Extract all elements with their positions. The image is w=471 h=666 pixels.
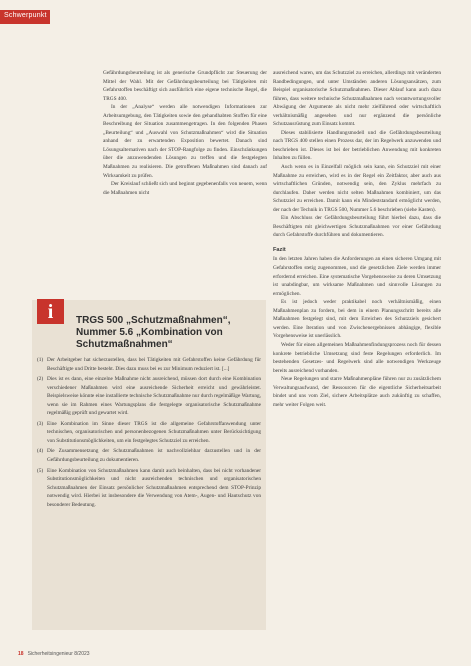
item-text: Eine Kombination im Sinne dieser TRGS ist die allgemeine Gefahrstoffanwendung unter technischen, organisatorischen und personenbezogenen Schutzmaßnahmen unter Berücksichtigung von Substitutionsmöglichkeiten, um ein festgelegtes Schutzziel zu erreichen.: [47, 420, 261, 444]
item-text: Dies ist es dann, eine einzelne Maßnahme nicht ausreichend, müssen dort durch eine Kombination verschiedener Maßnahmen wird eine ausreichende Sicherheit erreicht und gewährleistet. Beispielsweise könnte eine installierte technische Schutzmaßnahme nur durch regelmäßige Wartung, wenn sie im Rahmen eines Wartungsplans die festgelegte organisatorische Schutzmaßnahme regelmäßig geprüft und gewartet wird.: [47, 376, 261, 417]
page-footer: [18, 651, 90, 657]
section-label: Schwerpunkt: [4, 12, 47, 19]
paragraph: Weder für einen allgemeinen Maßnahmenfindungsprozess noch für dessen konkrete betriebliche Umsetzung sind feste Regelungen erforderlich. Im bestehenden Gesetzes- und Regelwerk sind alle notwendigen Werkzeuge bereits ausreichend vorhanden.: [273, 341, 441, 374]
item-number: (1): [37, 357, 44, 363]
column-right-text: [273, 69, 441, 409]
paragraph: In der „Analyse“ werden alle notwendigen Informationen zur Arbeitsumgebung, den Tätigkeiten sowie den gehandhabten Stoffen für eine Beschreibung der Situation zusammengetragen. In den folgenden Phasen „Beurteilung“ und „Auswahl von Schutzmaßnahmen“ wird die Situation anhand der zu erwartenden Exposition bewertet. Danach sind Lösungsalternativen nach der STOP-Rangfolge zu finden. Einschränkungen über die anzuwendenden Lösungen zu treffen und die festgelegten Maßnahmen zu realisieren. Die getroffenen Maßnahmen sind danach auf Wirksamkeit zu prüfen.: [103, 104, 267, 179]
paragraph: Es ist jedoch weder praktikabel noch verhältnismäßig, einen Maßnahmenplan zu fordern, bei dem in einem Planungsschritt bereits alle Maßnahmen festgelegt sind, mit dem Erreichen des Schutzziels gesichert werden. Eine Iteration und von Zwischenergebnissen abhängige, flexible Vorgehensweise ist unerlässlich.: [273, 299, 441, 340]
info-box-item: [37, 420, 261, 446]
paragraph: In den letzten Jahren haben die Anforderungen an einen sicheren Umgang mit Gefahrstoffen stetig zugenommen, und die gesetzlichen Ziele werden immer erfordernd erreichen. Eine systematische Vorgehensweise zu deren Umsetzung ist unabdingbar, um wirksame Maßnahmen und sinnvolle Lösungen zu ermöglichen.: [273, 256, 441, 297]
item-text: Eine Kombination von Schutzmaßnahmen kann damit auch beinhalten, dass bei nicht vorhandener Substitutionsmöglichkeiten und nicht ausreichenden technischen und organisatorischen Schutzmaßnahmen der Einsatz persönlicher Schutzmaßnahmen entsprechend dem STOP-Prinzip notwendig wird. Hierbei ist insbesondere die Verwendung von Atem-, Augen- und Hautschutz von besonderer Bedeutung.: [47, 467, 261, 508]
info-box-item: [37, 356, 261, 373]
item-number: (2): [37, 376, 44, 383]
info-box-item: [37, 467, 261, 510]
column-left-text: [103, 69, 267, 197]
info-icon: i: [37, 299, 64, 324]
info-box-item: [37, 447, 261, 464]
paragraph: Dieses stabilisierte Handlungsmodell und die Gefährdungsbeurteilung nach TRGS 400 stellen einen Prozess dar, der im Regelwerk anzuwenden und beschrieben ist. Dieses ist bei der betrieblichen Anwendung mit konkreten Inhalten zu füllen.: [273, 129, 441, 162]
item-number: (4): [37, 448, 44, 455]
item-text: Die Zusammensetzung der Schutzmaßnahmen ist nachvollziehbar darzustellen und in der Gefährdungsbeurteilung zu dokumentieren.: [47, 448, 261, 464]
item-text: Der Arbeitgeber hat sicherzustellen, dass bei Tätigkeiten mit Gefahrstoffen keine Gefährdung für Beschäftigte und Dritte besteht. Dies dazu muss bei es zur Minimum reduziert ist. [...]: [47, 357, 261, 372]
paragraph: Gefährdungsbeurteilung ist als generische Grundpflicht zur Steuerung der Mittel der Wahl. Mit der Gefährdungsbeurteilung bei Tätigkeiten mit Gefahrstoffen beschäftigt sich ausführlich eine eigene technische Regel, die TRGS 400.: [103, 70, 267, 102]
paragraph: Auch wenn es in Einzelfall möglich sein kann, ein Schutzziel mit einer Maßnahme zu erreichen, wird es in der Regel ein Zeitfaktor, aber auch aus wirtschaftlichen Gründen, notwendig sein, den Zyklus mehrfach zu durchlaufen. Daher werden nicht selten Maßnahmen kombiniert, um das Schutzziel zu erreichen. Damit kann ein Mindeststandard ermöglicht werden, der nach der Technik in TRGS 500, Nummer 5.6 beschrieben (siehe Kasten).: [273, 164, 441, 213]
paragraph: Der Kreislauf schließt sich und beginnt gegebenenfalls von neuem, wenn die Maßnahmen nicht: [103, 181, 267, 196]
publication-name: Sicherheitsingenieur 8/2023: [27, 651, 90, 657]
item-number: (5): [37, 467, 44, 474]
paragraph: ausreichend waren, um das Schutzziel zu erreichen, allerdings mit veränderten Randbedingungen, und unter Umständen anderen Lösungsansätzen, zum Beispiel organisatorische Schutzmaßnahmen. Dieser Ablauf kann auch dazu führen, dass weitere technische Schutzmaßnahmen nach verantwortungsvoller Abwägung der Argumente als nicht mehr zielführend oder wirtschaftlich verhältnismäßig angesehen und nur ergänzend die persönliche Schutzausrüstung zum Einsatz kommt.: [273, 70, 441, 128]
info-box-item: [37, 375, 261, 418]
paragraph: Neue Regelungen und starre Maßnahmenpläne führen nur zu zusätzlichem Verwaltungsaufwand, der Ressourcen für die eigentliche Sicherheitsarbeit bindet und uns vom Ziel, sichere Arbeitsplätze auch zukünftig zu schaffen, mehr weiter Folgen weit.: [273, 376, 441, 408]
fazit-heading: Fazit: [273, 246, 286, 253]
paragraph: Ein Abschluss der Gefährdungsbeurteilung führt hierbei dazu, dass die Beschäftigten mit gleichwertigen Schutzmaßnahmen vor einer Gefährdung durch Gefahrstoffe durchführen und dokumentieren.: [273, 215, 441, 239]
page-number: 18: [18, 651, 24, 657]
info-box-title: TRGS 500 „Schutzmaßnahmen“, Nummer 5.6 „Kombination von Schutzmaßnahmen“: [76, 315, 231, 351]
item-number: (3): [37, 420, 44, 427]
info-box-items: [37, 356, 261, 511]
